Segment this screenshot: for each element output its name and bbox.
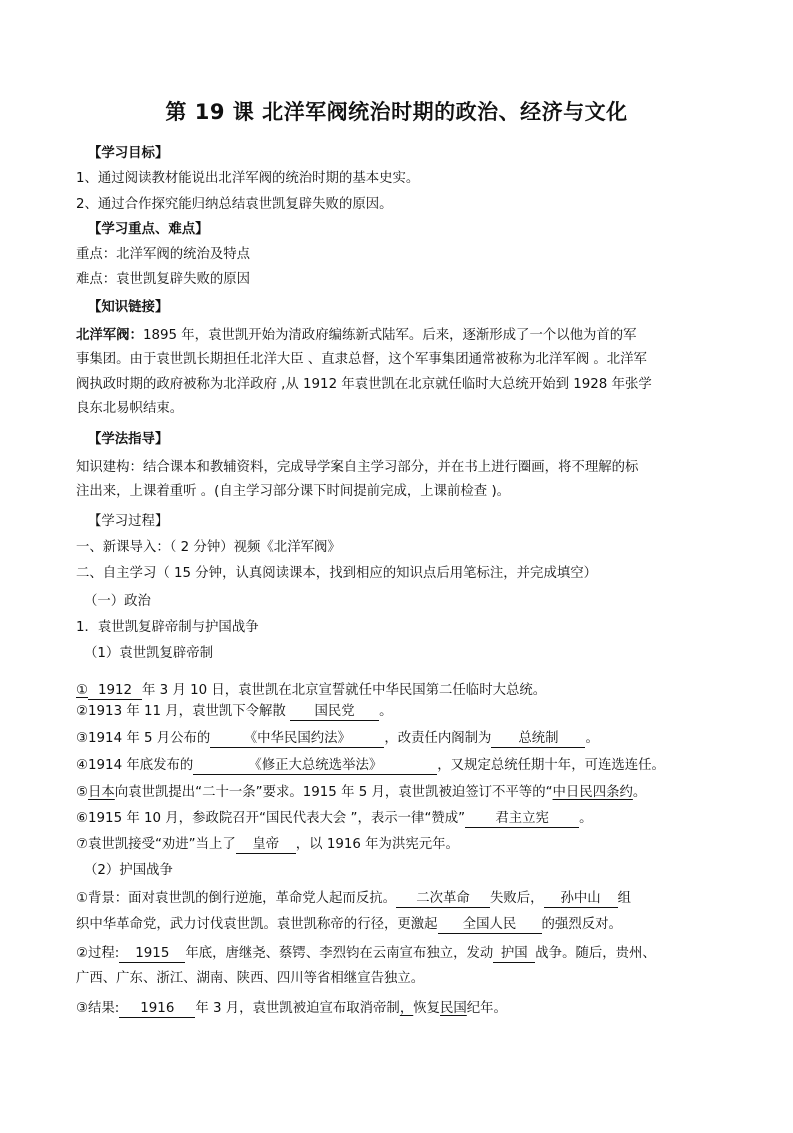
politics-heading: （一）政治 xyxy=(84,594,151,609)
link-line-4: 良东北易帜结束。 xyxy=(76,401,184,416)
self-study-line: 二、自主学习（ 15 分钟，认真阅读课本，找到相应的知识点后用笔标注，并完成填空） xyxy=(76,566,598,581)
fill-line-5: ⑤日本向袁世凯提出“二十一条”要求。1915 年 5 月，袁世凯被迫签订不平等的“中日民四条约。 xyxy=(76,785,647,800)
fill-line-3: ③1914 年 5 月公布的 《中华民国约法》 ，改责任内阁制为 总统制 。 xyxy=(76,731,599,746)
focus-heading: 【学习重点、难点】 xyxy=(88,222,209,237)
fill-line-4: ④1914 年底发布的 《修正大总统选举法》 ，又规定总统任期十年，可连选连任。 xyxy=(76,758,665,773)
intro-line: 一、新课导入：（ 2 分钟）视频《北洋军阀》 xyxy=(76,540,341,555)
goal-item-2: 2、通过合作探究能归纳总结袁世凯复辟失败的原因。 xyxy=(76,197,393,212)
link-line-1 xyxy=(76,327,736,345)
link-text: 1895 年，袁世凯开始为清政府编练新式陆军。后来，逐渐形成了一个以他为首的军 xyxy=(142,328,637,343)
subtopic-2: （2）护国战争 xyxy=(84,863,173,878)
war-line-3: ②过程: 1915 年底，唐继尧、蔡锷、李烈钧在云南宣布独立，发动 护国 战争。随后，贵州、 xyxy=(76,946,656,961)
blank-president-system[interactable]: 总统制 xyxy=(491,731,585,748)
underline-republic[interactable]: 民国 xyxy=(440,1001,467,1016)
process-heading: 【学习过程】 xyxy=(88,514,169,529)
underline-japan[interactable]: 日本 xyxy=(88,785,115,800)
link-line-2: 事集团。由于袁世凯长期担任北洋大臣 、直隶总督，这个军事集团通常被称为北洋军阀 。北洋军 xyxy=(76,352,647,367)
war-line-1: ①背景：面对袁世凯的倒行逆施，革命党人起而反抗。 二次革命 失败后， 孙中山 组 xyxy=(76,891,631,906)
blank-monarchy[interactable]: 君主立宪 xyxy=(465,811,579,828)
war-line-2: 织中华革命党，武力讨伐袁世凯。袁世凯称帝的行径，更激起 全国人民 的强烈反对。 xyxy=(76,917,622,932)
topic-1: 1．袁世凯复辟帝制与护国战争 xyxy=(76,620,259,635)
key-point: 重点：北洋军阀的统治及特点 xyxy=(76,247,251,262)
method-line-2: 注出来，上课着重听 。(自主学习部分课下时间提前完成，上课前检查 )。 xyxy=(76,484,511,499)
hard-point: 难点：袁世凯复辟失败的原因 xyxy=(76,272,251,287)
blank-1916[interactable]: 1916 xyxy=(119,1001,195,1018)
method-line-1: 知识建构：结合课本和教辅资料，完成导学案自主学习部分，并在书上进行圈画，将不理解的标 xyxy=(76,460,639,475)
blank-emperor[interactable]: 皇帝 xyxy=(236,837,296,854)
blank-1912[interactable]: 1912 xyxy=(88,683,142,700)
fill-line-2: ②1913 年 11 月，袁世凯下令解散 国民党 。 xyxy=(76,704,393,719)
goal-item-1: 1、通过阅读教材能说出北洋军阀的统治时期的基本史实。 xyxy=(76,171,420,186)
blank-constitution[interactable]: 《中华民国约法》 xyxy=(210,731,384,748)
blank-1915[interactable]: 1915 xyxy=(119,946,185,963)
link-heading: 【知识链接】 xyxy=(88,300,169,315)
fill-line-6: ⑥1915 年 10 月，参政院召开“国民代表大会 ”，表示一律“赞成” 君主立宪 。 xyxy=(76,811,593,826)
blank-election-law[interactable]: 《修正大总统选举法》 xyxy=(193,758,437,775)
method-heading: 【学法指导】 xyxy=(88,432,169,447)
link-term: 北洋军阀： xyxy=(76,328,143,343)
war-line-5: ③结果: 1916 年 3 月，袁世凯被迫宣布取消帝制，恢复民国纪年。 xyxy=(76,1001,507,1016)
fill-line-1: ① 1912 年 3 月 10 日，袁世凯在北京宣誓就任中华民国第二任临时大总统。 xyxy=(76,683,547,698)
fill-line-7: ⑦袁世凯接受“劝进”当上了 皇帝 ，以 1916 年为洪宪元年。 xyxy=(76,837,459,852)
underline-treaty[interactable]: 中日民四条约 xyxy=(552,785,633,800)
blank-whole-nation[interactable]: 全国人民 xyxy=(438,917,542,934)
blank-guomindang[interactable]: 国民党 xyxy=(290,704,379,721)
page-title: 第 19 课 北洋军阀统治时期的政治、经济与文化 xyxy=(165,100,628,124)
blank-protect-nation[interactable]: 护国 xyxy=(493,946,535,963)
subtopic-1: （1）袁世凯复辟帝制 xyxy=(84,646,214,661)
goals-heading: 【学习目标】 xyxy=(88,146,169,161)
blank-sun-yat-sen[interactable]: 孙中山 xyxy=(544,891,618,908)
link-line-3: 阀执政时期的政府被称为北洋政府 ,从 1912 年袁世凯在北京就任临时大总统开始到 1928 年张学 xyxy=(76,377,652,392)
blank-second-revolution[interactable]: 二次革命 xyxy=(396,891,490,908)
war-line-4: 广西、广东、浙江、湖南、陕西、四川等省相继宣告独立。 xyxy=(76,971,425,986)
